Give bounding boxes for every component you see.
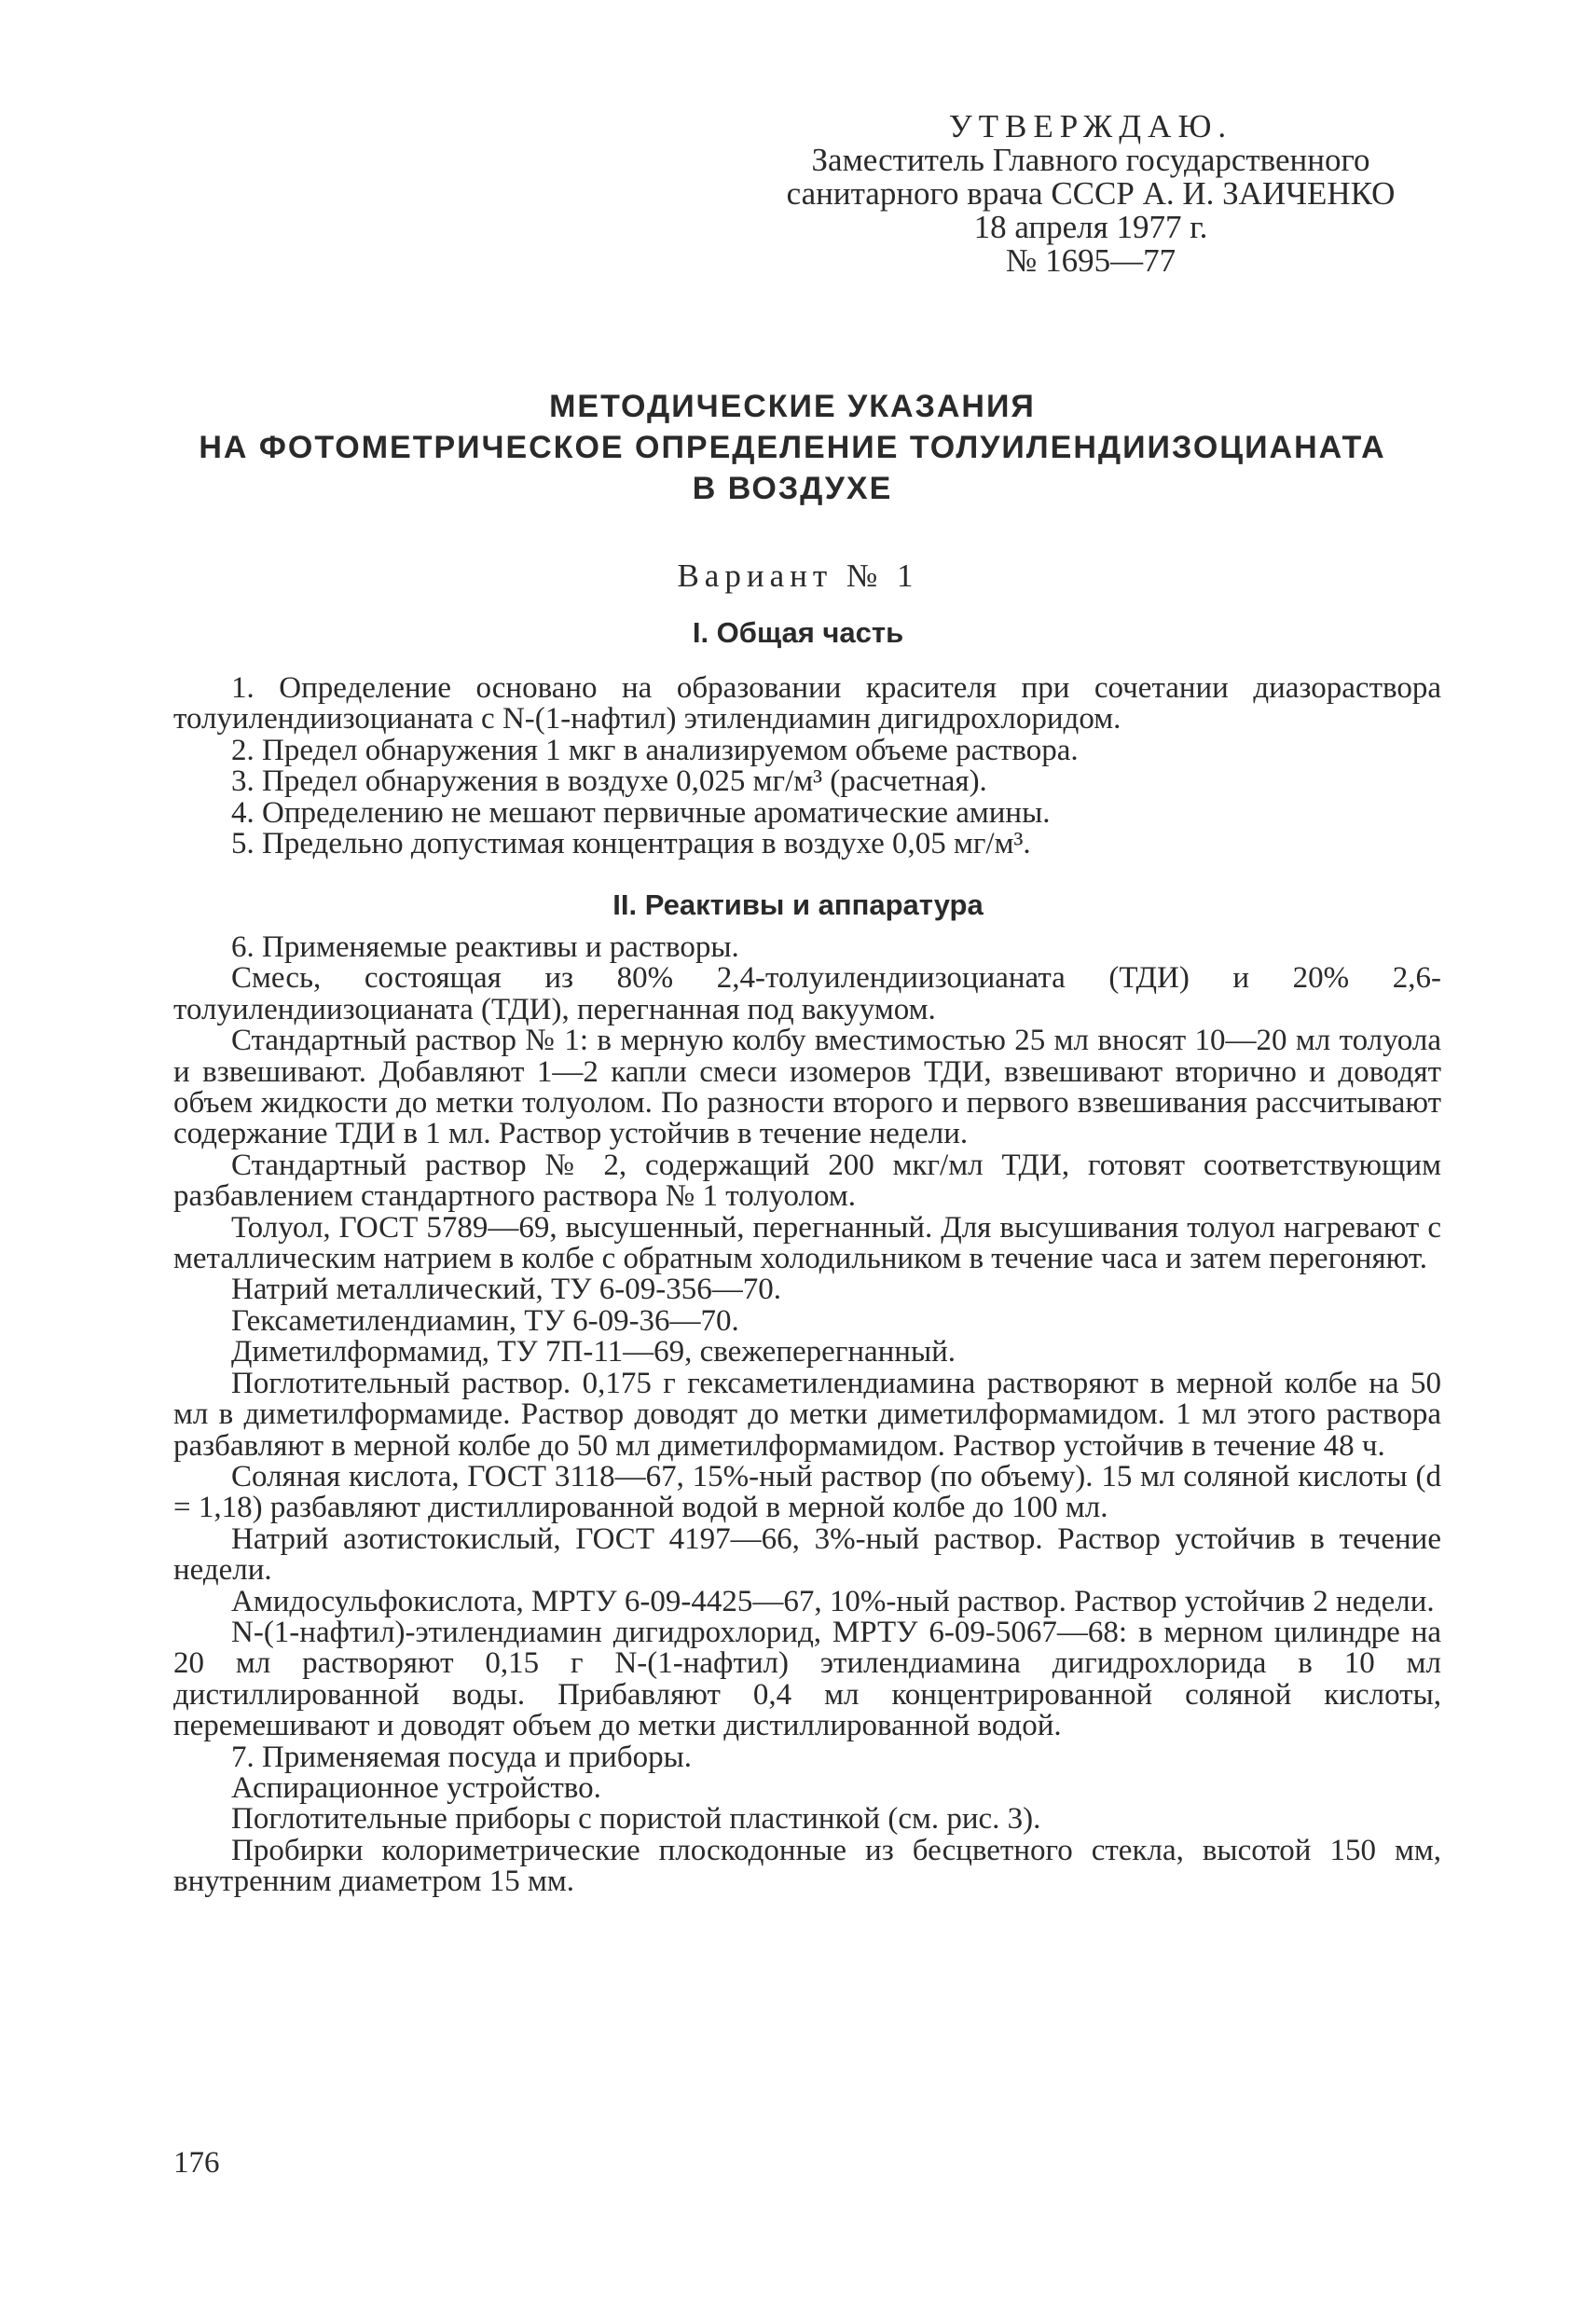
title-line-1: МЕТОДИЧЕСКИЕ УКАЗАНИЯ xyxy=(549,389,1036,424)
paragraph: 2. Предел обнаружения 1 мкг в анализируемом объеме раствора. xyxy=(231,733,1079,767)
page-number: 176 xyxy=(173,2146,220,2180)
paragraph: Толуол, ГОСТ 5789—69, высушенный, перегнанный. Для высушивания толуол нагревают с металлическим натрием в колбе с обратным холодильником в течение часа и затем перегоняют. xyxy=(173,1210,1441,1276)
paragraph: Натрий металлический, ТУ 6-09-356—70. xyxy=(231,1273,781,1307)
paragraph: Смесь, состоящая из 80% 2,4-толуилендиизоцианата (ТДИ) и 20% 2,6-толуилендиизоцианата (ТДИ), перегнанная под вакуумом. xyxy=(173,961,1441,1026)
approval-date: 18 апреля 1977 г. xyxy=(973,209,1208,245)
paragraph: 4. Определению не мешают первичные ароматические амины. xyxy=(231,795,1051,830)
approval-block xyxy=(736,110,1445,278)
section-2-heading: II. Реактивы и аппаратура xyxy=(612,888,984,921)
paragraph: 1. Определение основано на образовании красителя при сочетании диазораствора толуилендиизоцианата с N-(1-нафтил) этилендиамин дигидрохлоридом. xyxy=(173,671,1441,736)
paragraph: 5. Предельно допустимая концентрация в воздухе 0,05 мг/м³. xyxy=(231,827,1031,861)
document-title xyxy=(149,386,1436,509)
approval-official: Заместитель Главного государственного xyxy=(811,142,1370,178)
paragraph: Аспирационное устройство. xyxy=(231,1770,601,1805)
paragraph: Пробирки колориметрические плоскодонные из бесцветного стекла, высотой 150 мм, внутренним диаметром 15 мм. xyxy=(173,1833,1441,1899)
paragraph: Гексаметилендиамин, ТУ 6-09-36—70. xyxy=(231,1303,739,1338)
section-2-body xyxy=(173,932,1441,1898)
paragraph: Соляная кислота, ГОСТ 3118—67, 15%-ный раствор (по объему). 15 мл соляной кислоты (d = 1,18) разбавляют дистиллированной водой в мерной колбе до 100 мл. xyxy=(173,1459,1441,1525)
paragraph: N-(1-нафтил)-этилендиамин дигидрохлорид, МРТУ 6-09-5067—68: в мерном цилиндре на 20 мл растворяют 0,15 г N-(1-нафтил) этилендиамина дигидрохлорида в 10 мл дистиллированной воды. Прибавляют 0,4 мл концентрированной соляной кислоты, перемешивают и доводят объем до метки дистиллированной водой. xyxy=(173,1615,1441,1743)
title-line-3: В ВОЗДУХЕ xyxy=(692,471,893,506)
paragraph: Поглотительные приборы с пористой пластинкой (см. рис. 3). xyxy=(231,1802,1041,1837)
paragraph: 6. Применяемые реактивы и растворы. xyxy=(231,930,739,964)
paragraph: 7. Применяемая посуда и приборы. xyxy=(231,1740,692,1774)
paragraph: Стандартный раствор № 2, содержащий 200 мкг/мл ТДИ, готовят соответствующим разбавлением стандартного раствора № 1 толуолом. xyxy=(173,1148,1441,1214)
paragraph: Поглотительный раствор. 0,175 г гексаметилендиамина растворяют в мерной колбе на 50 мл в диметилформамиде. Раствор доводят до метки диметилформамидом. 1 мл этого раствора разбавляют в мерной колбе до 50 мл диметилформамидом. Раствор устойчив в течение 48 ч. xyxy=(173,1366,1441,1463)
paragraph: Стандартный раствор № 1: в мерную колбу вместимостью 25 мл вносят 10—20 мл толуола и взвешивают. Добавляют 1—2 капли смеси изомеров ТДИ, взвешивают вторично и доводят объем жидкости до метки толуолом. По разности второго и первого взвешивания рассчитывают содержание ТДИ в 1 мл. Раствор устойчив в течение недели. xyxy=(173,1024,1441,1151)
approval-heading: УТВЕРЖДАЮ. xyxy=(948,108,1233,144)
paragraph: Натрий азотистокислый, ГОСТ 4197—66, 3%-ный раствор. Раствор устойчив в течение недели. xyxy=(173,1521,1441,1588)
section-1-body xyxy=(173,673,1441,860)
title-line-2: НА ФОТОМЕТРИЧЕСКОЕ ОПРЕДЕЛЕНИЕ ТОЛУИЛЕНДИИЗОЦИАНАТА xyxy=(199,430,1386,465)
section-1-heading: I. Общая часть xyxy=(692,616,904,649)
paragraph: Амидосульфокислота, МРТУ 6-09-4425—67, 10%-ный раствор. Раствор устойчив 2 недели. xyxy=(231,1584,1435,1618)
paragraph: Диметилформамид, ТУ 7П-11—69, свежеперегнанный. xyxy=(231,1335,956,1369)
approval-official-name: санитарного врача СССР А. И. ЗАИЧЕНКО xyxy=(786,175,1396,212)
approval-number: № 1695—77 xyxy=(1005,242,1176,279)
paragraph: 3. Предел обнаружения в воздухе 0,025 мг/м³ (расчетная). xyxy=(231,764,987,799)
variant-label: Вариант № 1 xyxy=(677,557,919,594)
